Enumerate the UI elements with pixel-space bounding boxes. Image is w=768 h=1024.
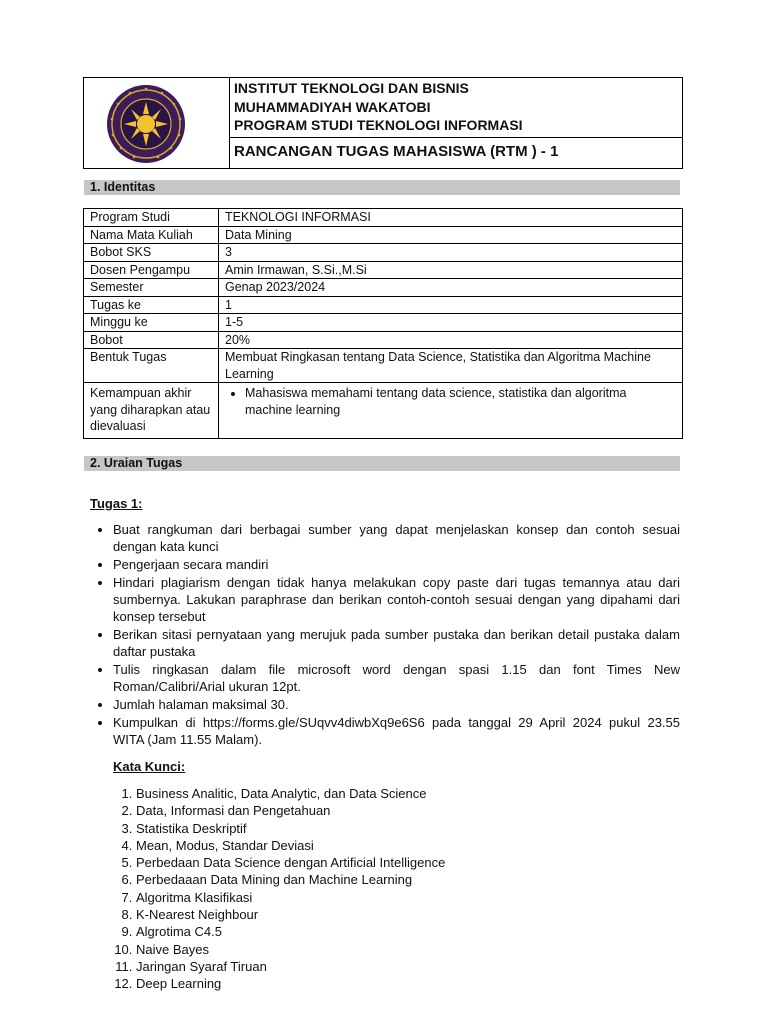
list-item: • Buat rangkuman dari berbagai sumber yang dapat menjelaskan konsep dan contoh sesuai dengan kata kunci bbox=[113, 521, 680, 555]
tugas-title: Tugas 1: bbox=[90, 496, 143, 511]
list-item: 12. Deep Learning bbox=[136, 975, 680, 992]
list-item: 6. Perbedaaan Data Mining dan Machine Learning bbox=[136, 871, 680, 888]
row-label: Bobot SKS bbox=[84, 244, 219, 262]
row-value: Membuat Ringkasan tentang Data Science, Statistika dan Algoritma Machine Learning bbox=[219, 349, 683, 383]
list-item: • Pengerjaan secara mandiri bbox=[113, 556, 680, 573]
table-row bbox=[84, 226, 683, 244]
row-value: Genap 2023/2024 bbox=[219, 279, 683, 297]
list-item: • Kumpulkan di https://forms.gle/SUqvv4diwbXq9e6S6 pada tanggal 29 April 2024 pukul 23.55 WITA (Jam 11.55 Malam). bbox=[113, 714, 680, 748]
table-row bbox=[84, 209, 683, 227]
rtm-title: RANCANGAN TUGAS MAHASISWA (RTM ) - 1 bbox=[234, 143, 559, 160]
row-label: Kemampuan akhir yang diharapkan atau dievaluasi bbox=[84, 383, 219, 439]
institution-cell bbox=[230, 78, 682, 138]
row-value: Amin Irmawan, S.Si.,M.Si bbox=[219, 261, 683, 279]
list-item: 5. Perbedaan Data Science dengan Artificial Intelligence bbox=[136, 854, 680, 871]
list-item: 1. Business Analitic, Data Analytic, dan Data Science bbox=[136, 785, 680, 802]
table-row bbox=[84, 279, 683, 297]
list-item: 8. K-Nearest Neighbour bbox=[136, 906, 680, 923]
row-value: Data Mining bbox=[219, 226, 683, 244]
list-item: • Jumlah halaman maksimal 30. bbox=[113, 696, 680, 713]
row-value: 1-5 bbox=[219, 314, 683, 332]
section-identitas-heading: 1. Identitas bbox=[84, 180, 680, 195]
row-label: Minggu ke bbox=[84, 314, 219, 332]
section-uraian-heading: 2. Uraian Tugas bbox=[84, 456, 680, 471]
row-value: TEKNOLOGI INFORMASI bbox=[219, 209, 683, 227]
list-item: 2. Data, Informasi dan Pengetahuan bbox=[136, 802, 680, 819]
institution-line1: INSTITUT TEKNOLOGI DAN BISNIS bbox=[234, 80, 469, 96]
list-item: 7. Algoritma Klasifikasi bbox=[136, 889, 680, 906]
list-item: • Tulis ringkasan dalam file microsoft word dengan spasi 1.15 dan font Times New Roman/Calibri/Arial ukuran 12pt. bbox=[113, 661, 680, 695]
institution-line2: MUHAMMADIYAH WAKATOBI bbox=[234, 98, 431, 115]
row-value bbox=[219, 383, 683, 439]
logo-cell bbox=[84, 78, 230, 168]
program-name: PROGRAM STUDI TEKNOLOGI INFORMASI bbox=[234, 117, 523, 133]
identitas-table bbox=[83, 208, 683, 439]
list-item: 9. Algrotima C4.5 bbox=[136, 923, 680, 940]
row-value: 3 bbox=[219, 244, 683, 262]
list-item: • Hindari plagiarism dengan tidak hanya melakukan copy paste dari tugas temannya atau dari sumbernya. Lakukan paraphrase dan berikan contoh-contoh sesuai dengan yang dipahami dari konsep tersebut bbox=[113, 574, 680, 625]
table-row bbox=[84, 261, 683, 279]
list-item: 10. Naive Bayes bbox=[136, 941, 680, 958]
list-item: • Berikan sitasi pernyataan yang merujuk pada sumber pustaka dan berikan detail pustaka dalam daftar pustaka bbox=[113, 626, 680, 660]
row-label: Dosen Pengampu bbox=[84, 261, 219, 279]
table-row bbox=[84, 383, 683, 439]
row-value: 1 bbox=[219, 296, 683, 314]
row-label: Nama Mata Kuliah bbox=[84, 226, 219, 244]
kata-kunci-title: Kata Kunci: bbox=[113, 759, 186, 774]
table-row bbox=[84, 331, 683, 349]
row-label: Program Studi bbox=[84, 209, 219, 227]
row-label: Bentuk Tugas bbox=[84, 349, 219, 383]
tugas-bullet-list bbox=[90, 521, 680, 748]
tugas-content bbox=[90, 495, 680, 993]
table-row bbox=[84, 314, 683, 332]
list-item: 4. Mean, Modus, Standar Deviasi bbox=[136, 837, 680, 854]
header-table bbox=[83, 77, 683, 169]
kata-kunci-list bbox=[90, 785, 680, 993]
row-label: Tugas ke bbox=[84, 296, 219, 314]
row-label: Semester bbox=[84, 279, 219, 297]
table-row bbox=[84, 349, 683, 383]
list-item: 11. Jaringan Syaraf Tiruan bbox=[136, 958, 680, 975]
kemampuan-item: • Mahasiswa memahami tentang data science, statistika dan algoritma machine learning bbox=[245, 385, 676, 418]
university-logo-icon bbox=[106, 84, 186, 164]
row-value: 20% bbox=[219, 331, 683, 349]
table-row bbox=[84, 296, 683, 314]
row-label: Bobot bbox=[84, 331, 219, 349]
table-row bbox=[84, 244, 683, 262]
list-item: 3. Statistika Deskriptif bbox=[136, 820, 680, 837]
